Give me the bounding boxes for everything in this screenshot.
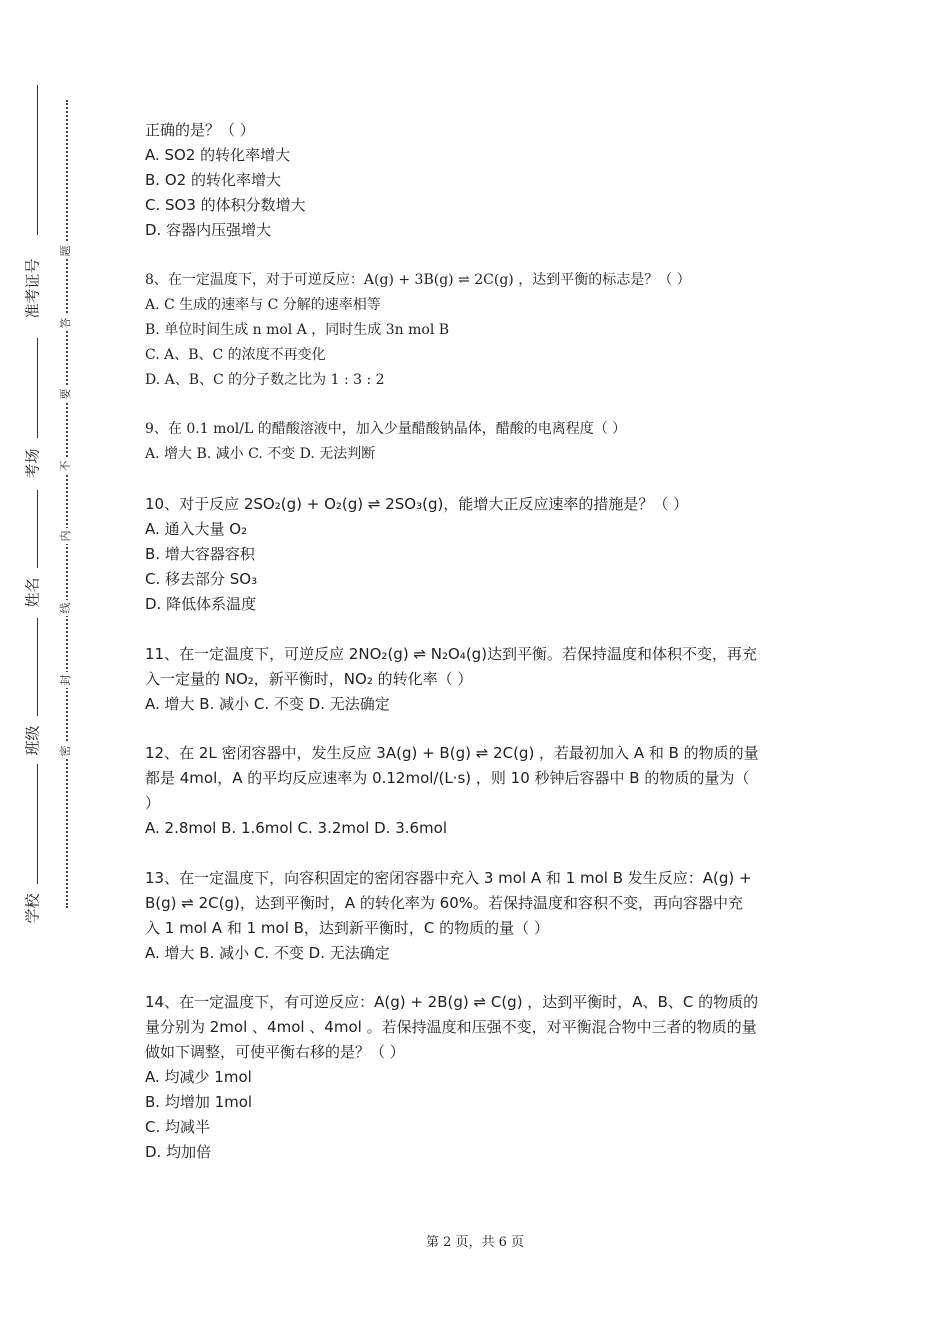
option-b: B. 增大容器容积	[145, 545, 255, 563]
binding-line	[37, 490, 38, 568]
option-d: D. A、B、C 的分子数之比为 1 : 3 : 2	[145, 372, 385, 388]
seal-char: 答	[58, 315, 74, 331]
label-name: 姓名	[23, 577, 42, 608]
option-a: A. 通入大量 O₂	[145, 520, 248, 538]
question-stem-line: B(g) ⇌ 2C(g)，达到平衡时，A 的转化率为 60%。若保持温度和容积不变，再向容器中充	[145, 894, 744, 912]
seal-char: 内	[58, 528, 74, 544]
seal-char: 题	[58, 243, 74, 259]
question-stem: 9、在 0.1 mol/L 的醋酸溶液中，加入少量醋酸钠晶体，醋酸的电离程度（ ）	[145, 421, 627, 437]
question-stem-line: 入 1 mol A 和 1 mol B，达到新平衡时，C 的物质的量（ ）	[145, 919, 549, 937]
option-b: B. O2 的转化率增大	[145, 171, 281, 189]
question-stem-line: 12、在 2L 密闭容器中，发生反应 3A(g) + B(g) ⇌ 2C(g) ，若最初加入 A 和 B 的物质的量	[145, 744, 759, 762]
page-number: 第 2 页，共 6 页	[425, 1235, 525, 1250]
question-stem-line: 量分别为 2mol 、4mol 、4mol 。若保持温度和压强不变，对平衡混合物中三者的物质的量	[145, 1018, 757, 1036]
seal-char: 密	[58, 743, 74, 759]
label-exam-room: 考场	[23, 448, 42, 479]
option-b: B. 均增加 1mol	[145, 1093, 253, 1111]
binding-line	[37, 764, 38, 884]
seal-char: 封	[58, 672, 74, 688]
label-exam-number: 准考证号	[23, 258, 42, 319]
option-d: D. 均加倍	[145, 1143, 212, 1161]
option-b: B. 单位时间生成 n mol A ，同时生成 3n mol B	[145, 322, 450, 338]
option-c: C. 均减半	[145, 1118, 211, 1136]
binding-line	[37, 618, 38, 716]
seal-char: 要	[58, 386, 74, 402]
label-school: 学校	[23, 893, 42, 924]
option-c: C. 移去部分 SO₃	[145, 570, 258, 588]
question-stem-line: 11、在一定温度下，可逆反应 2NO₂(g) ⇌ N₂O₄(g)达到平衡。若保持温度和体积不变，再充	[145, 645, 758, 663]
question-stem-line: 都是 4mol，A 的平均反应速率为 0.12mol/(L·s) ，则 10 秒钟后容器中 B 的物质的量为（	[145, 769, 750, 787]
binding-line	[37, 85, 38, 235]
option-d: D. 降低体系温度	[145, 595, 257, 613]
option-a: A. 均减少 1mol	[145, 1068, 252, 1086]
seal-dotted-line	[66, 100, 68, 908]
question-stem-line: 入一定量的 NO₂，新平衡时，NO₂ 的转化率（ ）	[145, 670, 473, 688]
options: A. 增大 B. 减小 C. 不变 D. 无法判断	[145, 446, 376, 462]
option-c: C. A、B、C 的浓度不再变化	[145, 347, 326, 363]
question-stem-line: 做如下调整，可使平衡右移的是？（ ）	[145, 1043, 405, 1061]
seal-char: 线	[58, 600, 74, 616]
question-stem: 10、对于反应 2SO₂(g) + O₂(g) ⇌ 2SO₃(g)，能增大正反应速率的措施是？（ ）	[145, 495, 689, 513]
options: A. 增大 B. 减小 C. 不变 D. 无法确定	[145, 695, 390, 713]
question-stem-line: 13、在一定温度下，向容积固定的密闭容器中充入 3 mol A 和 1 mol B 发生反应：A(g) +	[145, 869, 752, 887]
option-d: D. 容器内压强增大	[145, 221, 272, 239]
options: A. 增大 B. 减小 C. 不变 D. 无法确定	[145, 944, 390, 962]
option-c: C. SO3 的体积分数增大	[145, 196, 306, 214]
seal-char: 不	[58, 458, 74, 474]
binding-line	[37, 338, 38, 438]
option-a: A. SO2 的转化率增大	[145, 146, 291, 164]
question-stem-line: ）	[145, 794, 161, 812]
question-stem: 8、在一定温度下，对于可逆反应：A(g) + 3B(g) ⇌ 2C(g) ，达到平衡的标志是？（ ）	[145, 272, 691, 288]
option-a: A. C 生成的速率与 C 分解的速率相等	[145, 297, 381, 313]
options: A. 2.8mol B. 1.6mol C. 3.2mol D. 3.6mol	[145, 819, 448, 837]
label-class: 班级	[23, 725, 42, 756]
question-stem-line: 14、在一定温度下，有可逆反应：A(g) + 2B(g) ⇌ C(g) ，达到平衡时，A、B、C 的物质的	[145, 993, 759, 1011]
question-stem-tail: 正确的是？（ ）	[145, 121, 255, 139]
